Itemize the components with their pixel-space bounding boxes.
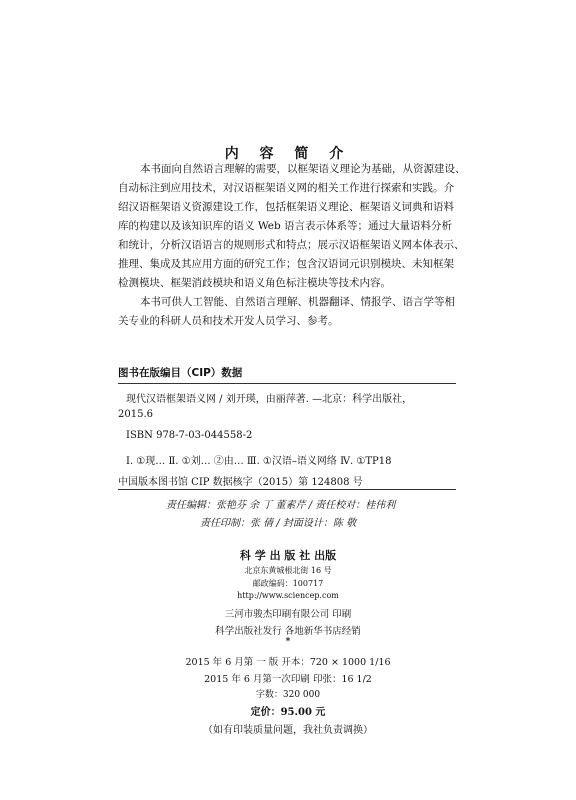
credits-editors: 责任编辑：张艳芬 余 丁 董素芹 / 责任校对：桂伟利 — [166, 500, 396, 511]
separator-mark: * — [285, 637, 291, 647]
cip-bottom-rule — [118, 489, 456, 490]
page-title: 内 容 简 介 — [224, 146, 352, 162]
distribution: 科学出版社发行 各地新华书店经销 — [215, 626, 361, 637]
cip-heading: 图书在版编目（CIP）数据 — [118, 367, 243, 379]
publisher-postcode: 邮政编码：100717 — [252, 579, 324, 588]
intro-line: 和统计，分析汉语语言的规则形式和特点；展示汉语框架语义网本体表示、 — [118, 239, 465, 251]
credits-production: 责任印制：张 倩 / 封面设计：陈 敬 — [200, 518, 357, 529]
word-count: 字数：320 000 — [255, 690, 321, 700]
cip-top-rule — [118, 383, 456, 384]
printer: 三河市骏杰印刷有限公司 印刷 — [224, 609, 352, 620]
intro-line: 本书面向自然语言理解的需要，以框架语义理论为基础，从资源建设、 — [140, 163, 466, 175]
intro-line: 关专业的科研人员和技术开发人员学习、参考。 — [118, 315, 339, 327]
intro-line: 库的构建以及该知识库的语义 Web 语言表示体系等；通过大量语料分析 — [118, 220, 453, 232]
intro-line: 本书可供人工智能、自然语言理解、机器翻译、情报学、语言学等相 — [140, 296, 455, 308]
intro-line: 推理、集成及其应用方面的研究工作；包含汉语词元识别模块、未知框架 — [118, 258, 454, 270]
cip-isbn: ISBN 978-7-03-044558-2 — [126, 430, 253, 441]
intro-line: 自动标注到应用技术，对汉语框架语义网的相关工作进行探索和实践。介 — [118, 182, 454, 194]
intro-line: 绍汉语框架语义资源建设工作，包括框架语义理论、框架语义词典和语料 — [118, 201, 454, 213]
cip-classification: Ⅰ. ①现… Ⅱ. ①刘… ②由… Ⅲ. ①汉语–语义网络 Ⅳ. ①TP18 — [126, 456, 392, 467]
cip-record: 中国版本图书馆 CIP 数据核字（2015）第 124808 号 — [118, 477, 363, 488]
publisher-address: 北京东黄城根北街 16 号 — [244, 566, 332, 575]
cip-date: 2015.6 — [118, 409, 153, 420]
printing-info: 2015 年 6 月第一次印刷 印张：16 1/2 — [204, 674, 372, 685]
price: 定价：95.00 元 — [250, 707, 326, 718]
intro-line: 检测模块、框架消歧模块和语义角色标注模块等技术内容。 — [118, 277, 391, 289]
publisher-website: http://www.sciencep.com — [237, 591, 339, 600]
edition-info: 2015 年 6 月第 一 版 开本：720 × 1000 1/16 — [185, 657, 391, 668]
cip-title-line: 现代汉语框架语义网 / 刘开瑛，由丽萍著. —北京：科学出版社， — [126, 394, 413, 405]
quality-notice: （如有印装质量问题，我社负责调换） — [203, 725, 373, 736]
publisher-name: 科 学 出 版 社 出版 — [239, 549, 337, 562]
